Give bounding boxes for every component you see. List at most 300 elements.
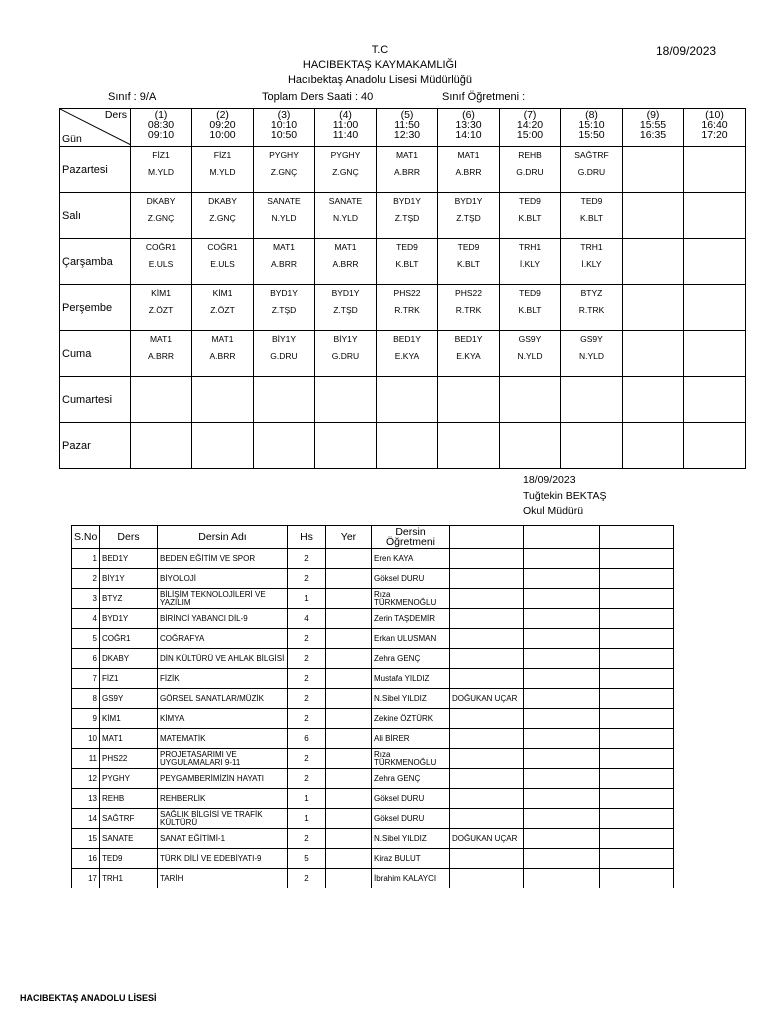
lesson-slot bbox=[561, 193, 623, 239]
lesson-slot bbox=[684, 193, 746, 239]
period-start: 15:55 bbox=[639, 119, 667, 131]
lesson-teacher: K.BLT bbox=[580, 213, 603, 223]
day-row bbox=[60, 331, 746, 377]
period-start: 10:10 bbox=[270, 119, 298, 131]
course-hours: 1 bbox=[288, 789, 326, 809]
course-code: BTYZ bbox=[100, 589, 158, 609]
course-hours: 2 bbox=[288, 649, 326, 669]
course-teacher: Zerin TAŞDEMİR bbox=[372, 609, 450, 629]
lesson-slot bbox=[500, 239, 561, 285]
course-row bbox=[72, 829, 674, 849]
course-teacher-2 bbox=[450, 649, 524, 669]
header-date: 18/09/2023 bbox=[656, 44, 717, 58]
course-extra-cell bbox=[524, 649, 600, 669]
period-num: (1) bbox=[154, 109, 168, 121]
lesson-slot bbox=[438, 331, 500, 377]
course-code: DKABY bbox=[100, 649, 158, 669]
lesson-teacher: M.YLD bbox=[148, 167, 174, 177]
lesson-slot bbox=[254, 193, 315, 239]
course-extra-cell bbox=[600, 849, 674, 869]
period-num: (9) bbox=[646, 109, 660, 121]
lesson-teacher: İ.KLY bbox=[581, 259, 602, 269]
course-extra-cell bbox=[600, 629, 674, 649]
lesson-teacher: E.KYA bbox=[456, 351, 481, 361]
lesson-code: MAT1 bbox=[395, 150, 419, 160]
course-header-row bbox=[72, 526, 674, 549]
lesson-slot bbox=[561, 331, 623, 377]
course-hours: 6 bbox=[288, 729, 326, 749]
lesson-code: MAT1 bbox=[457, 150, 480, 160]
course-name: BİRİNCİ YABANCI DİL-9 bbox=[158, 609, 288, 629]
course-extra-cell bbox=[524, 829, 600, 849]
lesson-slot bbox=[315, 377, 377, 423]
course-teacher-2 bbox=[450, 549, 524, 569]
lesson-code: MAT1 bbox=[334, 242, 357, 252]
lesson-teacher: K.BLT bbox=[518, 305, 542, 315]
lesson-code: PHS22 bbox=[455, 288, 482, 298]
period-num: (5) bbox=[400, 109, 414, 121]
course-name: SAĞLIK BİLGİSİ VE TRAFİK KÜLTÜRÜ bbox=[158, 809, 288, 829]
lesson-slot bbox=[377, 285, 438, 331]
course-sno: 16 bbox=[72, 849, 100, 869]
lesson-code: COĞR1 bbox=[207, 242, 238, 252]
lesson-teacher: A.BRR bbox=[394, 167, 420, 177]
course-row bbox=[72, 709, 674, 729]
lesson-slot bbox=[438, 193, 500, 239]
lesson-slot bbox=[377, 147, 438, 193]
lesson-slot bbox=[377, 377, 438, 423]
lesson-teacher: N.YLD bbox=[271, 213, 297, 223]
course-extra-cell bbox=[524, 669, 600, 689]
lesson-slot bbox=[623, 285, 684, 331]
lesson-slot bbox=[377, 239, 438, 285]
course-row bbox=[72, 669, 674, 689]
lesson-teacher: M.YLD bbox=[209, 167, 236, 177]
course-sno: 8 bbox=[72, 689, 100, 709]
course-row bbox=[72, 549, 674, 569]
day-name: Pazartesi bbox=[60, 147, 131, 193]
lesson-slot bbox=[254, 285, 315, 331]
lesson-teacher: G.DRU bbox=[270, 351, 298, 361]
lesson-code: MAT1 bbox=[272, 242, 296, 252]
course-code: TED9 bbox=[100, 849, 158, 869]
lesson-slot bbox=[684, 331, 746, 377]
course-hours: 5 bbox=[288, 849, 326, 869]
course-extra-cell bbox=[524, 569, 600, 589]
period-num: (6) bbox=[462, 109, 475, 121]
course-extra-cell bbox=[524, 729, 600, 749]
lesson-slot bbox=[315, 239, 377, 285]
course-extra-cell bbox=[524, 849, 600, 869]
course-room bbox=[326, 769, 372, 789]
course-name: TÜRK DİLİ VE EDEBİYATI-9 bbox=[158, 849, 288, 869]
course-hours: 2 bbox=[288, 709, 326, 729]
lesson-code: REHB bbox=[518, 150, 542, 160]
period-num: (3) bbox=[277, 109, 291, 121]
period-start: 11:00 bbox=[332, 119, 359, 131]
corner-label-gun: Gün bbox=[62, 133, 82, 145]
course-sno: 1 bbox=[72, 549, 100, 569]
lesson-code: SANATE bbox=[267, 196, 301, 206]
lesson-slot bbox=[500, 193, 561, 239]
course-extra-cell bbox=[600, 709, 674, 729]
period-start: 11:50 bbox=[394, 119, 420, 131]
course-teacher-2 bbox=[450, 609, 524, 629]
lesson-teacher: Z.GNÇ bbox=[332, 167, 359, 177]
lesson-slot bbox=[561, 147, 623, 193]
course-row bbox=[72, 569, 674, 589]
lesson-slot bbox=[438, 285, 500, 331]
course-teacher-2 bbox=[450, 749, 524, 769]
course-room bbox=[326, 869, 372, 889]
lesson-code: PYGHY bbox=[269, 150, 299, 160]
lesson-teacher: E.ULS bbox=[210, 259, 235, 269]
schedule-header-row bbox=[60, 109, 746, 147]
lesson-code: TED9 bbox=[396, 242, 418, 252]
class-teacher-label: Sınıf Öğretmeni : bbox=[442, 91, 526, 103]
course-code: MAT1 bbox=[100, 729, 158, 749]
course-name: KİMYA bbox=[158, 709, 288, 729]
course-room bbox=[326, 849, 372, 869]
course-extra-cell bbox=[600, 809, 674, 829]
period-num: (8) bbox=[585, 109, 598, 121]
lesson-code: MAT1 bbox=[149, 334, 173, 344]
period-end: 16:35 bbox=[639, 129, 667, 141]
lesson-code: BYD1Y bbox=[454, 196, 483, 206]
period-end: 09:10 bbox=[147, 129, 175, 141]
course-room bbox=[326, 549, 372, 569]
course-extra-cell bbox=[600, 609, 674, 629]
period-end: 10:00 bbox=[209, 129, 236, 141]
course-sno: 10 bbox=[72, 729, 100, 749]
lesson-teacher: K.BLT bbox=[395, 259, 419, 269]
lesson-slot bbox=[254, 331, 315, 377]
col-header-empty bbox=[600, 526, 674, 549]
course-name: DİN KÜLTÜRÜ VE AHLAK BİLGİSİ bbox=[158, 649, 288, 669]
course-room bbox=[326, 789, 372, 809]
period-num: (10) bbox=[705, 109, 724, 121]
course-sno: 4 bbox=[72, 609, 100, 629]
course-code: PYGHY bbox=[100, 769, 158, 789]
course-extra-cell bbox=[600, 549, 674, 569]
course-name: TARİH bbox=[158, 869, 288, 889]
course-extra-cell bbox=[600, 729, 674, 749]
lesson-slot bbox=[254, 423, 315, 469]
lesson-slot bbox=[315, 147, 377, 193]
course-teacher: Göksel DURU bbox=[372, 789, 450, 809]
lesson-code: KİM1 bbox=[212, 288, 233, 298]
period-end: 10:50 bbox=[270, 129, 298, 141]
course-name: REHBERLİK bbox=[158, 789, 288, 809]
course-name: MATEMATİK bbox=[158, 729, 288, 749]
period-header bbox=[684, 109, 746, 147]
course-name: GÖRSEL SANATLAR/MÜZİK bbox=[158, 689, 288, 709]
course-sno: 3 bbox=[72, 589, 100, 609]
col-header-sno: S.No bbox=[72, 526, 100, 549]
course-teacher-2 bbox=[450, 769, 524, 789]
course-teacher-2: DOĞUKAN UÇAR bbox=[450, 829, 524, 849]
course-extra-cell bbox=[524, 769, 600, 789]
period-header bbox=[377, 109, 438, 147]
course-row bbox=[72, 749, 674, 769]
course-sno: 6 bbox=[72, 649, 100, 669]
period-header bbox=[192, 109, 254, 147]
lesson-slot bbox=[623, 331, 684, 377]
lesson-slot bbox=[561, 377, 623, 423]
course-teacher: İbrahim KALAYCI bbox=[372, 869, 450, 889]
lesson-slot bbox=[254, 377, 315, 423]
lesson-code: BYD1Y bbox=[331, 288, 360, 298]
course-extra-cell bbox=[524, 589, 600, 609]
course-name: PROJETASARIMI VE UYGULAMALARI 9-11 bbox=[158, 749, 288, 769]
lesson-slot bbox=[131, 423, 192, 469]
corner-label-ders: Ders bbox=[104, 109, 127, 121]
course-extra-cell bbox=[600, 569, 674, 589]
lesson-slot bbox=[192, 193, 254, 239]
day-row bbox=[60, 377, 746, 423]
course-extra-cell bbox=[600, 769, 674, 789]
signature-date: 18/09/2023 bbox=[523, 474, 576, 486]
course-hours: 4 bbox=[288, 609, 326, 629]
lesson-code: BYD1Y bbox=[270, 288, 298, 298]
lesson-teacher: A.BRR bbox=[455, 167, 482, 177]
lesson-code: SAĞTRF bbox=[574, 150, 609, 160]
course-sno: 17 bbox=[72, 869, 100, 889]
lesson-teacher: A.BRR bbox=[148, 351, 174, 361]
period-start: 13:30 bbox=[455, 119, 482, 131]
course-hours: 2 bbox=[288, 669, 326, 689]
lesson-code: MAT1 bbox=[211, 334, 234, 344]
course-teacher-2 bbox=[450, 709, 524, 729]
course-room bbox=[326, 589, 372, 609]
lesson-slot bbox=[192, 423, 254, 469]
course-code: COĞR1 bbox=[100, 629, 158, 649]
course-extra-cell bbox=[600, 829, 674, 849]
lesson-teacher: Z.TŞD bbox=[456, 213, 481, 223]
lesson-slot bbox=[500, 423, 561, 469]
course-room bbox=[326, 629, 372, 649]
day-name: Perşembe bbox=[60, 285, 131, 331]
course-extra-cell bbox=[524, 749, 600, 769]
lesson-code: TED9 bbox=[580, 196, 603, 206]
course-teacher-2 bbox=[450, 869, 524, 889]
lesson-slot bbox=[377, 331, 438, 377]
col-header-teacher: Dersin Öğretmeni bbox=[372, 526, 450, 549]
course-name: SANAT EĞİTİMİ-1 bbox=[158, 829, 288, 849]
period-end: 15:00 bbox=[516, 129, 544, 141]
principal-title: Okul Müdürü bbox=[523, 505, 584, 517]
course-room bbox=[326, 609, 372, 629]
lesson-slot bbox=[131, 147, 192, 193]
course-code: BİY1Y bbox=[100, 569, 158, 589]
course-room bbox=[326, 649, 372, 669]
lesson-slot bbox=[561, 285, 623, 331]
lesson-code: TED9 bbox=[519, 288, 541, 298]
lesson-teacher: A.BRR bbox=[271, 259, 297, 269]
period-start: 14:20 bbox=[516, 119, 544, 131]
lesson-slot bbox=[131, 193, 192, 239]
lesson-slot bbox=[315, 285, 377, 331]
lesson-slot bbox=[500, 331, 561, 377]
period-header bbox=[623, 109, 684, 147]
course-sno: 2 bbox=[72, 569, 100, 589]
day-row bbox=[60, 193, 746, 239]
course-room bbox=[326, 669, 372, 689]
period-header bbox=[561, 109, 623, 147]
lesson-teacher: G.DRU bbox=[577, 167, 606, 177]
course-sno: 14 bbox=[72, 809, 100, 829]
lesson-slot bbox=[192, 331, 254, 377]
lesson-code: PYGHY bbox=[330, 150, 361, 160]
period-end: 15:50 bbox=[578, 129, 605, 141]
course-hours: 2 bbox=[288, 829, 326, 849]
course-teacher: Zehra GENÇ bbox=[372, 649, 450, 669]
course-teacher: Kiraz BULUT bbox=[372, 849, 450, 869]
day-name: Pazar bbox=[60, 423, 131, 469]
lesson-slot bbox=[623, 423, 684, 469]
course-name: FİZİK bbox=[158, 669, 288, 689]
lesson-teacher: Z.ÖZT bbox=[210, 305, 235, 315]
lesson-teacher: Z.GNÇ bbox=[147, 213, 175, 223]
lesson-slot bbox=[623, 239, 684, 285]
course-extra-cell bbox=[524, 609, 600, 629]
lesson-teacher: R.TRK bbox=[394, 305, 420, 315]
lesson-code: BİY1Y bbox=[271, 334, 297, 344]
course-teacher: Zehra GENÇ bbox=[372, 769, 450, 789]
lesson-teacher: Z.GNÇ bbox=[209, 213, 236, 223]
lesson-slot bbox=[684, 285, 746, 331]
course-sno: 13 bbox=[72, 789, 100, 809]
course-row bbox=[72, 769, 674, 789]
lesson-slot bbox=[438, 423, 500, 469]
course-name: BİYOLOJİ bbox=[158, 569, 288, 589]
course-teacher-2 bbox=[450, 569, 524, 589]
course-sno: 11 bbox=[72, 749, 100, 769]
course-extra-cell bbox=[524, 629, 600, 649]
lesson-slot bbox=[315, 193, 377, 239]
lesson-code: DKABY bbox=[146, 196, 176, 206]
course-extra-cell bbox=[600, 689, 674, 709]
course-row bbox=[72, 589, 674, 609]
period-header bbox=[315, 109, 377, 147]
course-extra-cell bbox=[600, 649, 674, 669]
lesson-slot bbox=[377, 423, 438, 469]
lesson-slot bbox=[438, 239, 500, 285]
course-hours: 1 bbox=[288, 589, 326, 609]
lesson-code: TRH1 bbox=[518, 242, 542, 252]
period-end: 11:40 bbox=[332, 129, 359, 141]
course-hours: 2 bbox=[288, 769, 326, 789]
course-row bbox=[72, 729, 674, 749]
schedule-corner-cell bbox=[60, 109, 131, 147]
header-tc: T.C bbox=[371, 44, 389, 56]
course-name: PEYGAMBERİMİZİN HAYATI bbox=[158, 769, 288, 789]
period-end: 17:20 bbox=[701, 129, 728, 141]
course-row bbox=[72, 789, 674, 809]
period-end: 14:10 bbox=[455, 129, 482, 141]
lesson-slot bbox=[192, 377, 254, 423]
lesson-code: DKABY bbox=[208, 196, 237, 206]
lesson-slot bbox=[192, 147, 254, 193]
course-extra-cell bbox=[600, 789, 674, 809]
course-code: BED1Y bbox=[100, 549, 158, 569]
course-teacher-2 bbox=[450, 629, 524, 649]
course-teacher-2: DOĞUKAN UÇAR bbox=[450, 689, 524, 709]
course-code: KİM1 bbox=[100, 709, 158, 729]
lesson-slot bbox=[438, 377, 500, 423]
school-directorate: Hacıbektaş Anadolu Lisesi Müdürlüğü bbox=[287, 74, 473, 86]
day-name: Çarşamba bbox=[60, 239, 131, 285]
col-header-name: Dersin Adı bbox=[158, 526, 288, 549]
course-row bbox=[72, 849, 674, 869]
course-extra-cell bbox=[524, 689, 600, 709]
course-teacher: Ali BİRER bbox=[372, 729, 450, 749]
period-start: 15:10 bbox=[578, 119, 605, 131]
lesson-code: GS9Y bbox=[518, 334, 542, 344]
course-room bbox=[326, 809, 372, 829]
course-sno: 9 bbox=[72, 709, 100, 729]
course-sno: 15 bbox=[72, 829, 100, 849]
weekly-schedule-table bbox=[59, 108, 746, 469]
col-header-hours: Hs bbox=[288, 526, 326, 549]
course-room bbox=[326, 749, 372, 769]
course-teacher-2 bbox=[450, 589, 524, 609]
lesson-slot bbox=[684, 377, 746, 423]
lesson-teacher: Z.GNÇ bbox=[270, 167, 298, 177]
lesson-code: FİZ1 bbox=[213, 150, 232, 160]
lesson-code: COĞR1 bbox=[145, 242, 177, 252]
course-teacher-2 bbox=[450, 789, 524, 809]
lesson-teacher: E.KYA bbox=[394, 351, 420, 361]
day-name: Cumartesi bbox=[60, 377, 131, 423]
lesson-code: BYD1Y bbox=[393, 196, 421, 206]
course-extra-cell bbox=[524, 789, 600, 809]
lesson-code: TED9 bbox=[457, 242, 480, 252]
course-room bbox=[326, 709, 372, 729]
lesson-slot bbox=[623, 147, 684, 193]
course-name: BİLİŞİM TEKNOLOJİLERİ VE YAZILIM bbox=[158, 589, 288, 609]
course-code: REHB bbox=[100, 789, 158, 809]
lesson-teacher: N.YLD bbox=[332, 213, 359, 223]
lesson-slot bbox=[500, 147, 561, 193]
lesson-slot bbox=[131, 239, 192, 285]
lesson-slot bbox=[192, 285, 254, 331]
lesson-slot bbox=[315, 331, 377, 377]
course-room bbox=[326, 729, 372, 749]
course-teacher-2 bbox=[450, 849, 524, 869]
course-teacher: Rıza TÜRKMENOĞLU bbox=[372, 749, 450, 769]
course-extra-cell bbox=[600, 589, 674, 609]
col-header-code: Ders bbox=[100, 526, 158, 549]
lesson-code: PHS22 bbox=[393, 288, 421, 298]
course-hours: 2 bbox=[288, 869, 326, 889]
lesson-code: BED1Y bbox=[393, 334, 421, 344]
course-teacher: Eren KAYA bbox=[372, 549, 450, 569]
course-code: SANATE bbox=[100, 829, 158, 849]
course-hours: 2 bbox=[288, 629, 326, 649]
period-num: (7) bbox=[523, 109, 537, 121]
lesson-slot bbox=[131, 377, 192, 423]
col-header-room: Yer bbox=[326, 526, 372, 549]
lesson-code: TED9 bbox=[519, 196, 541, 206]
course-hours: 2 bbox=[288, 569, 326, 589]
lesson-teacher: K.BLT bbox=[518, 213, 542, 223]
lesson-slot bbox=[561, 239, 623, 285]
lesson-teacher: Z.TŞD bbox=[271, 305, 297, 315]
course-teacher: Göksel DURU bbox=[372, 809, 450, 829]
lesson-slot bbox=[315, 423, 377, 469]
lesson-teacher: G.DRU bbox=[331, 351, 360, 361]
